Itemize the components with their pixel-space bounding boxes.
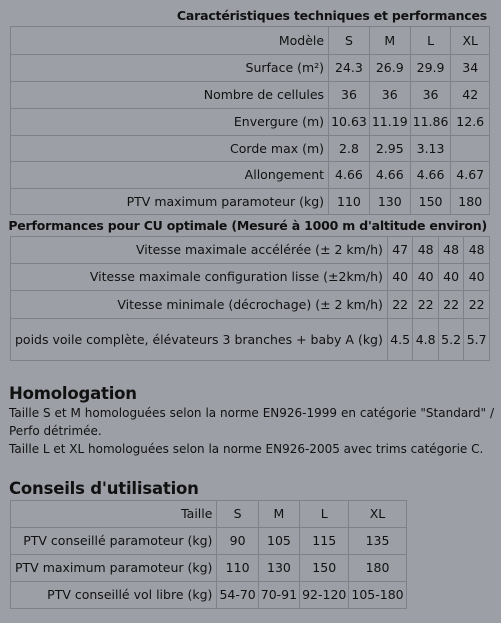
- cell-value: 36: [369, 82, 410, 109]
- table-row: [11, 27, 490, 55]
- table-row: [11, 291, 490, 319]
- row-label: Vitesse maximale accélérée (± 2 km/h): [11, 237, 388, 264]
- row-label: poids voile complète, élévateurs 3 branches + baby A (kg): [11, 319, 388, 361]
- table-row: [11, 82, 490, 109]
- cell-value: 180: [451, 189, 490, 215]
- cell-value: 2.95: [369, 136, 410, 162]
- table-row: [11, 189, 490, 215]
- tech-specs-table: [10, 26, 490, 215]
- homologation-line-2: Taille L et XL homologuées selon la norme EN926-2005 avec trims catégorie C.: [9, 442, 484, 456]
- row-label: PTV maximum paramoteur (kg): [11, 189, 329, 215]
- row-label: Modèle: [11, 27, 329, 55]
- cell-value: 110: [217, 555, 258, 582]
- cell-value: 5.2: [438, 319, 463, 361]
- row-label: PTV conseillé paramoteur (kg): [11, 528, 217, 555]
- table-row: [11, 501, 407, 528]
- cell-value: 48: [464, 237, 490, 264]
- row-label: Taille: [11, 501, 217, 528]
- table-row: [11, 264, 490, 291]
- homologation-heading: Homologation: [9, 384, 137, 403]
- cell-value: [451, 136, 490, 162]
- table-row: [11, 582, 407, 609]
- cell-value: 135: [349, 528, 406, 555]
- table-row: [11, 319, 490, 361]
- homologation-text: [9, 404, 494, 458]
- cell-value: 22: [464, 291, 490, 319]
- cell-value: 3.13: [410, 136, 451, 162]
- cell-value: 11.19: [369, 109, 410, 136]
- cell-value: 42: [451, 82, 490, 109]
- row-label: PTV conseillé vol libre (kg): [11, 582, 217, 609]
- cell-value: L: [410, 27, 451, 55]
- cell-value: 70-91: [258, 582, 299, 609]
- cell-value: M: [258, 501, 299, 528]
- cell-value: 5.7: [464, 319, 490, 361]
- cell-value: 36: [329, 82, 370, 109]
- cell-value: 150: [300, 555, 349, 582]
- cell-value: 4.8: [413, 319, 438, 361]
- conseils-table: [10, 500, 407, 609]
- cell-value: 36: [410, 82, 451, 109]
- cell-value: 40: [438, 264, 463, 291]
- cell-value: 24.3: [329, 55, 370, 82]
- row-label: Vitesse maximale configuration lisse (±2km/h): [11, 264, 388, 291]
- row-label: Corde max (m): [11, 136, 329, 162]
- row-label: Vitesse minimale (décrochage) (± 2 km/h): [11, 291, 388, 319]
- cell-value: 29.9: [410, 55, 451, 82]
- cell-value: 4.66: [369, 162, 410, 189]
- cell-value: 110: [329, 189, 370, 215]
- cell-value: 92-120: [300, 582, 349, 609]
- cell-value: 34: [451, 55, 490, 82]
- row-label: Nombre de cellules: [11, 82, 329, 109]
- cell-value: 22: [387, 291, 413, 319]
- cell-value: 180: [349, 555, 406, 582]
- cell-value: 40: [464, 264, 490, 291]
- cell-value: 105: [258, 528, 299, 555]
- conseils-heading: Conseils d'utilisation: [9, 479, 199, 498]
- cell-value: 40: [413, 264, 438, 291]
- cell-value: 48: [413, 237, 438, 264]
- tech-section-title: Caractéristiques techniques et performances: [176, 8, 487, 23]
- cell-value: 10.63: [329, 109, 370, 136]
- performance-table: [10, 236, 490, 361]
- cell-value: 90: [217, 528, 258, 555]
- cell-value: 40: [387, 264, 413, 291]
- cell-value: 26.9: [369, 55, 410, 82]
- cell-value: 22: [413, 291, 438, 319]
- row-label: Surface (m²): [11, 55, 329, 82]
- cell-value: 4.5: [387, 319, 413, 361]
- cell-value: 48: [438, 237, 463, 264]
- cell-value: XL: [451, 27, 490, 55]
- cell-value: L: [300, 501, 349, 528]
- table-row: [11, 136, 490, 162]
- cell-value: 54-70: [217, 582, 258, 609]
- cell-value: 11.86: [410, 109, 451, 136]
- row-label: Allongement: [11, 162, 329, 189]
- cell-value: 105-180: [349, 582, 406, 609]
- cell-value: 130: [369, 189, 410, 215]
- table-row: [11, 528, 407, 555]
- row-label: Envergure (m): [11, 109, 329, 136]
- homologation-line-1: Taille S et M homologuées selon la norme EN926-1999 en catégorie "Standard" / Perfo détrimée.: [9, 406, 494, 438]
- cell-value: 130: [258, 555, 299, 582]
- table-row: [11, 237, 490, 264]
- cell-value: 115: [300, 528, 349, 555]
- table-row: [11, 109, 490, 136]
- cell-value: S: [217, 501, 258, 528]
- cell-value: 47: [387, 237, 413, 264]
- cell-value: 12.6: [451, 109, 490, 136]
- table-row: [11, 555, 407, 582]
- cell-value: XL: [349, 501, 406, 528]
- perf-section-title: Performances pour CU optimale (Mesuré à 1000 m d'altitude environ): [8, 218, 487, 233]
- cell-value: 150: [410, 189, 451, 215]
- table-row: [11, 55, 490, 82]
- cell-value: 4.66: [410, 162, 451, 189]
- cell-value: M: [369, 27, 410, 55]
- cell-value: 4.67: [451, 162, 490, 189]
- cell-value: 22: [438, 291, 463, 319]
- cell-value: S: [329, 27, 370, 55]
- row-label: PTV maximum paramoteur (kg): [11, 555, 217, 582]
- table-row: [11, 162, 490, 189]
- cell-value: 4.66: [329, 162, 370, 189]
- cell-value: 2.8: [329, 136, 370, 162]
